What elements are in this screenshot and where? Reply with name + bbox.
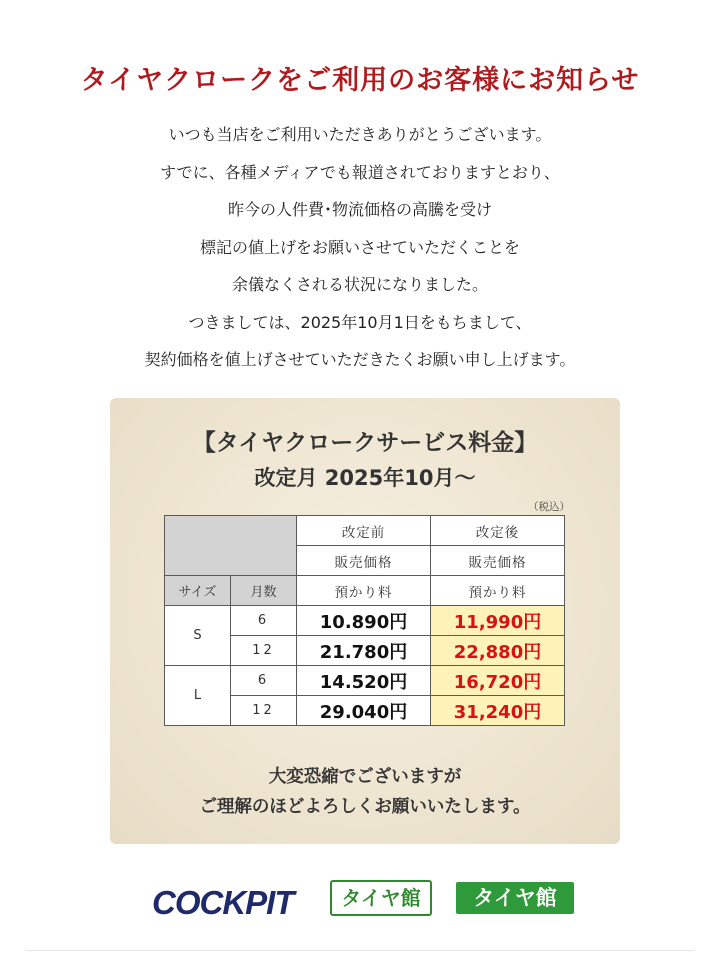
price-table bbox=[164, 515, 565, 726]
table-header-row bbox=[165, 516, 565, 546]
price-panel bbox=[110, 398, 620, 844]
intro-line: 昨今の人件費･物流価格の高騰を受け bbox=[227, 200, 492, 219]
intro-line: つきましては、2025年10月1日をもちまして、 bbox=[188, 312, 532, 332]
months-cell: 12 bbox=[231, 636, 297, 666]
before-price: 14.520円 bbox=[297, 666, 431, 696]
intro-line: いつも当店をご利用いただきありがとうございます。 bbox=[168, 125, 552, 144]
before-header: 改定前 bbox=[297, 516, 431, 546]
months-cell: 12 bbox=[231, 696, 297, 726]
header-blank-cell bbox=[165, 516, 297, 576]
after-header: 改定後 bbox=[431, 516, 565, 546]
notice-title: タイヤクロークをご利用のお客様にお知らせ bbox=[80, 65, 640, 96]
after-price: 31,240円 bbox=[431, 696, 565, 726]
closing-message bbox=[110, 762, 620, 822]
after-price: 16,720円 bbox=[431, 666, 565, 696]
table-header-row bbox=[165, 576, 565, 606]
after-sales-price-label: 販売価格 bbox=[431, 546, 565, 576]
before-sales-price-label: 販売価格 bbox=[297, 546, 431, 576]
intro-line: 標記の値上げをお願いさせていただくことを bbox=[199, 237, 520, 257]
tiyakan-outline-logo: タイヤ館 bbox=[330, 880, 432, 916]
month-header: 月数 bbox=[231, 576, 297, 606]
before-deposit-label: 預かり料 bbox=[297, 576, 431, 606]
brand-logos bbox=[0, 876, 720, 926]
months-cell: 6 bbox=[231, 606, 297, 636]
closing-line: 大変恐縮でございますが bbox=[268, 767, 462, 787]
after-price: 11,990円 bbox=[431, 606, 565, 636]
bottom-divider bbox=[26, 950, 694, 951]
before-price: 10.890円 bbox=[297, 606, 431, 636]
closing-line: ご理解のほどよろしくお願いいたします。 bbox=[199, 797, 531, 817]
months-cell: 6 bbox=[231, 666, 297, 696]
before-price: 21.780円 bbox=[297, 636, 431, 666]
size-cell-l: L bbox=[165, 666, 231, 726]
after-deposit-label: 預かり料 bbox=[431, 576, 565, 606]
cockpit-logo: COCKPIT bbox=[152, 884, 294, 921]
intro-line: 余儀なくされる状況になりました。 bbox=[231, 275, 488, 294]
tax-note: （税込） bbox=[528, 501, 570, 513]
table-row bbox=[165, 606, 565, 636]
after-price: 22,880円 bbox=[431, 636, 565, 666]
table-row bbox=[165, 666, 565, 696]
intro-text bbox=[0, 122, 720, 385]
size-header: サイズ bbox=[165, 576, 231, 606]
tiyakan-solid-logo: タイヤ館 bbox=[456, 882, 574, 914]
intro-line: 契約価格を値上げさせていただきたくお願い申し上げます。 bbox=[144, 350, 576, 369]
before-price: 29.040円 bbox=[297, 696, 431, 726]
revision-date: 改定月 2025年10月～ bbox=[254, 466, 476, 490]
size-cell-s: S bbox=[165, 606, 231, 666]
panel-title: 【タイヤクロークサービス料金】 bbox=[192, 430, 538, 456]
intro-line: すでに、各種メディアでも報道されておりますとおり、 bbox=[160, 162, 560, 182]
